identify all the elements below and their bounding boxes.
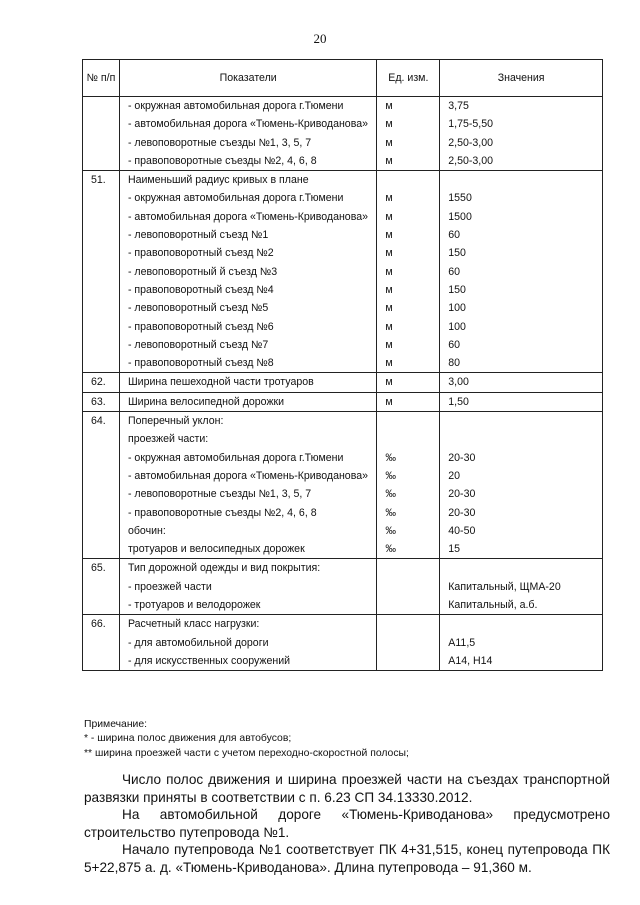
indicator-label: Ширина велосипедной дорожки xyxy=(127,395,285,408)
row-number: 66. xyxy=(83,615,120,671)
indicator-label: - левоповоротные съезды №1, 3, 5, 7 xyxy=(127,136,312,149)
value-label: 80 xyxy=(448,357,461,370)
unit-label: м xyxy=(385,210,393,223)
note-item: * - ширина полос движения для автобусов; xyxy=(84,733,292,745)
indicator-label: - левоповоротные съезды №1, 3, 5, 7 xyxy=(127,488,312,501)
indicator-label: обочин: xyxy=(127,524,166,537)
specifications-table xyxy=(82,59,603,671)
unit-label xyxy=(377,634,439,652)
unit-cell xyxy=(377,412,440,559)
row-number: 63. xyxy=(83,392,120,411)
table-header-row xyxy=(83,60,603,97)
unit-label xyxy=(377,412,439,430)
unit-cell xyxy=(377,171,440,373)
unit-label xyxy=(377,615,439,633)
unit-label: м xyxy=(385,302,393,315)
indicator-label: - левоповоротный съезд №1 xyxy=(127,229,269,242)
indicator-cell xyxy=(119,392,376,411)
indicator-label: Тип дорожной одежды и вид покрытия: xyxy=(127,562,321,575)
unit-label xyxy=(377,578,439,596)
value-label: 1550 xyxy=(448,192,472,205)
paragraph-overpass: На автомобильной дороге «Тюмень-Криводанова» предусмотрено строительство путепровода №1. xyxy=(84,807,610,841)
indicator-label: - правоповоротный съезд №2 xyxy=(127,247,274,260)
value-label: 1500 xyxy=(448,210,472,223)
unit-label: м xyxy=(385,395,393,408)
indicator-label: - правоповоротные съезды №2, 4, 6, 8 xyxy=(127,506,317,519)
value-label: 100 xyxy=(448,320,466,333)
unit-label: ‰ xyxy=(385,543,396,556)
indicator-label: - левоповоротный съезд №5 xyxy=(127,302,269,315)
value-label: Капитальный, а.б. xyxy=(448,599,538,612)
unit-label xyxy=(377,596,439,614)
unit-label: м xyxy=(385,118,393,131)
value-label xyxy=(440,430,602,448)
unit-label xyxy=(377,171,439,189)
indicator-cell xyxy=(119,373,376,392)
indicator-label: - автомобильная дорога «Тюмень-Криводанова» xyxy=(127,469,368,482)
indicator-label: - левоповоротный й съезд №3 xyxy=(127,265,278,278)
unit-label: м xyxy=(385,154,393,167)
unit-label: ‰ xyxy=(385,451,396,464)
indicator-label: тротуаров и велосипедных дорожек xyxy=(127,543,305,556)
indicator-label: - тротуаров и велодорожек xyxy=(127,599,261,612)
unit-label: м xyxy=(385,338,393,351)
table-row xyxy=(83,615,603,671)
value-label: 20-30 xyxy=(448,506,476,519)
value-label xyxy=(440,412,602,430)
value-label: А11,5 xyxy=(448,636,476,649)
value-label: 2,50-3,00 xyxy=(448,136,494,149)
value-label: 150 xyxy=(448,247,466,260)
table-row xyxy=(83,373,603,392)
unit-label xyxy=(377,430,439,448)
header-values: Значения xyxy=(440,60,603,97)
header-number: № п/п xyxy=(83,60,120,97)
unit-label: ‰ xyxy=(385,506,396,519)
indicator-label: Ширина пешеходной части тротуаров xyxy=(127,376,314,389)
unit-label: м xyxy=(385,192,393,205)
indicator-label: - левоповоротный съезд №7 xyxy=(127,338,269,351)
indicator-label: Поперечный уклон: xyxy=(127,415,224,428)
unit-cell xyxy=(377,373,440,392)
indicator-label: - проезжей части xyxy=(127,580,212,593)
indicator-cell xyxy=(119,97,376,171)
value-label xyxy=(440,559,602,577)
row-number: 62. xyxy=(83,373,120,392)
row-number: 51. xyxy=(83,171,120,373)
indicator-label: - окружная автомобильная дорога г.Тюмени xyxy=(127,451,344,464)
value-label: 1,75-5,50 xyxy=(448,118,494,131)
value-label: 20-30 xyxy=(448,488,476,501)
value-label: 3,75 xyxy=(448,100,469,112)
unit-label: м xyxy=(385,357,393,370)
value-label: 1,50 xyxy=(448,395,469,408)
unit-label: м xyxy=(385,376,393,389)
unit-label: м xyxy=(385,100,393,112)
row-number: 64. xyxy=(83,412,120,559)
table-notes xyxy=(84,718,409,761)
indicator-cell xyxy=(119,171,376,373)
unit-label: м xyxy=(385,265,393,278)
indicator-cell xyxy=(119,559,376,615)
unit-cell xyxy=(377,615,440,671)
indicator-label: Наименьший радиус кривых в плане xyxy=(127,174,309,187)
indicator-cell xyxy=(119,412,376,559)
page-number: 20 xyxy=(313,31,327,46)
table-row xyxy=(83,97,603,171)
value-label: 60 xyxy=(448,229,461,242)
value-label xyxy=(440,615,602,633)
header-unit: Ед. изм. xyxy=(377,60,440,97)
table-row xyxy=(83,559,603,615)
indicator-label: - автомобильная дорога «Тюмень-Криводанова» xyxy=(127,118,368,131)
unit-label: м xyxy=(385,229,393,242)
value-label: 2,50-3,00 xyxy=(448,154,494,167)
unit-cell xyxy=(377,559,440,615)
indicator-label: - для искусственных сооружений xyxy=(127,654,291,667)
value-cell xyxy=(440,559,603,615)
unit-cell xyxy=(377,97,440,171)
value-cell xyxy=(440,373,603,392)
notes-title: Примечание: xyxy=(84,719,148,730)
value-cell xyxy=(440,392,603,411)
value-label: 3,00 xyxy=(448,376,469,389)
value-label: А14, Н14 xyxy=(448,654,493,667)
value-label: 20-30 xyxy=(448,451,476,464)
paragraph-overpass-length: Начало путепровода №1 соответствует ПК 4+31,515, конец путепровода ПК 5+22,875 а. д. «Тюмень-Криводанова». Длина путепровода – 91,360 м. xyxy=(84,842,610,876)
paragraph-lanes: Число полос движения и ширина проезжей части на съездах транспортной развязки приняты в соответствии с п. 6.23 СП 34.13330.2012. xyxy=(84,772,610,806)
unit-label: ‰ xyxy=(385,488,396,501)
value-label: 60 xyxy=(448,338,461,351)
header-indicators: Показатели xyxy=(119,60,376,97)
value-cell xyxy=(440,97,603,171)
indicator-label: - правоповоротный съезд №4 xyxy=(127,283,274,296)
table-row xyxy=(83,392,603,411)
unit-label: м xyxy=(385,247,393,260)
indicator-label: - окружная автомобильная дорога г.Тюмени xyxy=(127,100,344,112)
unit-label: м xyxy=(385,136,393,149)
indicator-label: - автомобильная дорога «Тюмень-Криводанова» xyxy=(127,210,368,223)
unit-label: м xyxy=(385,283,393,296)
indicator-label: - правоповоротный съезд №6 xyxy=(127,320,274,333)
indicator-label: - правоповоротный съезд №8 xyxy=(127,357,274,370)
value-cell xyxy=(440,615,603,671)
row-number: 65. xyxy=(83,559,120,615)
note-item: ** ширина проезжей части с учетом переходно-скоростной полосы; xyxy=(84,747,409,759)
value-label: 60 xyxy=(448,265,461,278)
value-label: 100 xyxy=(448,302,466,315)
table-row xyxy=(83,412,603,559)
unit-label xyxy=(377,652,439,670)
indicator-label: проезжей части: xyxy=(127,433,209,446)
unit-cell xyxy=(377,392,440,411)
value-cell xyxy=(440,412,603,559)
unit-label: ‰ xyxy=(385,524,396,537)
indicator-cell xyxy=(119,615,376,671)
indicator-label: - для автомобильной дороги xyxy=(127,636,269,649)
unit-label: ‰ xyxy=(385,469,396,482)
unit-label: м xyxy=(385,320,393,333)
row-number xyxy=(83,97,120,171)
indicator-label: Расчетный класс нагрузки: xyxy=(127,618,260,631)
value-label: Капитальный, ЩМА-20 xyxy=(448,580,561,593)
value-label: 15 xyxy=(448,543,461,556)
indicator-label: - правоповоротные съезды №2, 4, 6, 8 xyxy=(127,154,317,167)
table-row xyxy=(83,171,603,373)
indicator-label: - окружная автомобильная дорога г.Тюмени xyxy=(127,192,344,205)
value-label: 150 xyxy=(448,283,466,296)
unit-label xyxy=(377,559,439,577)
value-label xyxy=(440,171,602,189)
value-cell xyxy=(440,171,603,373)
value-label: 40-50 xyxy=(448,524,476,537)
value-label: 20 xyxy=(448,469,461,482)
